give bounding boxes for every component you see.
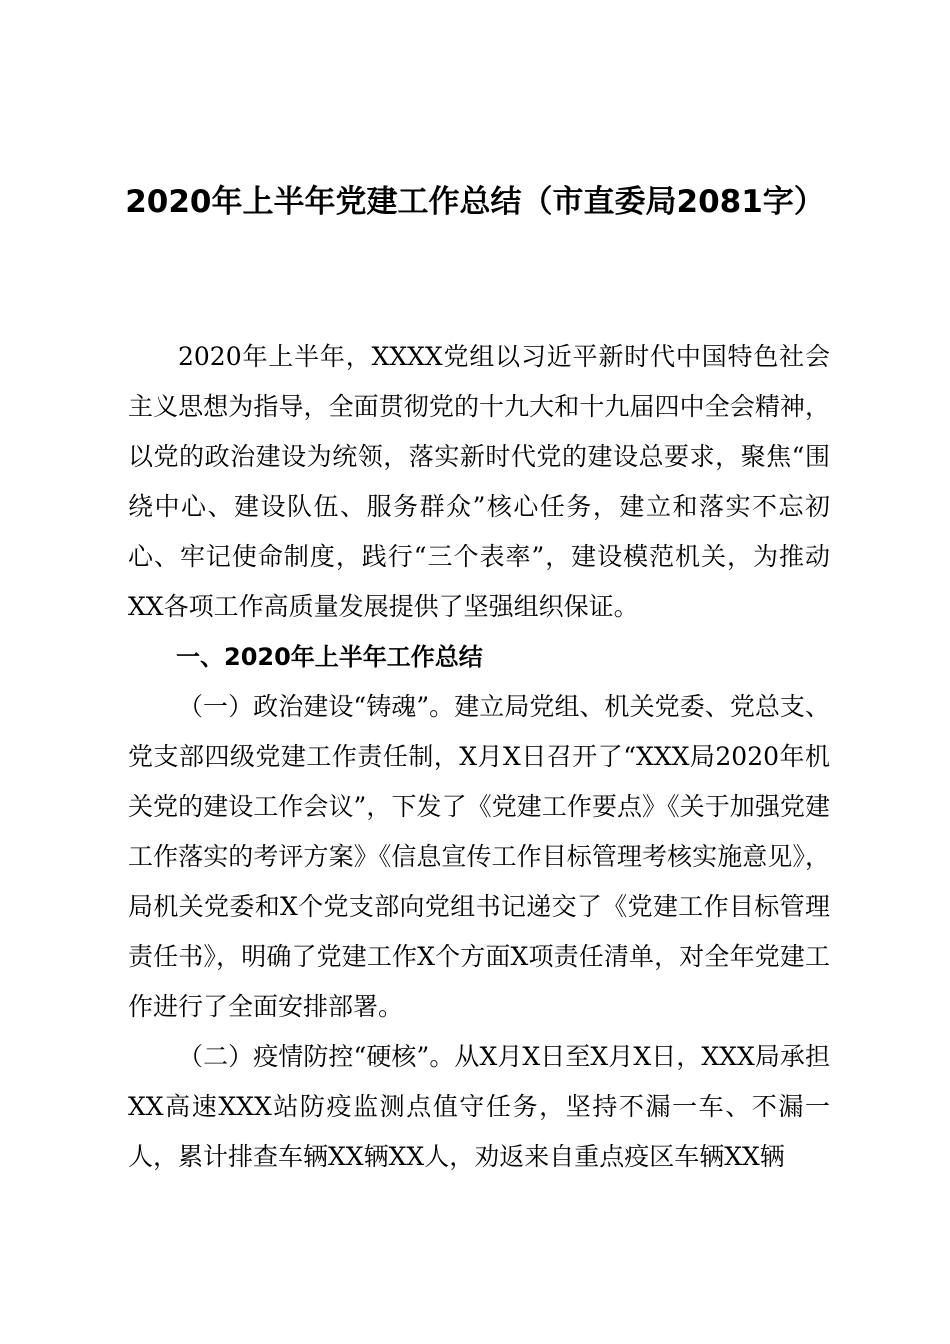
section-paragraph-epidemic: （二）疫情防控“硬核”。从X月X日至X月X日，XXX局承担XX高速XXX站防疫监测点值守任务，坚持不漏一车、不漏一人，累计排查车辆XX辆XX人，劝返来自重点疫区车辆XX辆 [128,1042,830,1171]
section-heading: 一、2020年上半年工作总结 [176,643,483,671]
intro-paragraph: 2020年上半年，XXXX党组以习近平新时代中国特色社会主义思想为指导，全面贯彻党的十九大和十九届四中全会精神，以党的政治建设为统领，落实新时代党的建设总要求，聚焦“围绕中心、建设队伍、服务群众”核心任务，建立和落实不忘初心、牢记使命制度，践行“三个表率”，建设模范机关，为推动XX各项工作高质量发展提供了坚强组织保证。 [128,342,830,621]
section-paragraph-political: （一）政治建设“铸魂”。建立局党组、机关党委、党总支、党支部四级党建工作责任制，X月X日召开了“XXX局2020年机关党的建设工作会议”，下发了《党建工作要点》《关于加强党建工作落实的考评方案》《信息宣传工作目标管理考核实施意见》，局机关党委和X个党支部向党组书记递交了《党建工作目标管理责任书》，明确了党建工作X个方面X项责任清单，对全年党建工作进行了全面安排部署。 [128,692,830,1021]
document-body [128,332,830,1182]
document-title: 2020年上半年党建工作总结（市直委局2081字） [125,184,825,220]
